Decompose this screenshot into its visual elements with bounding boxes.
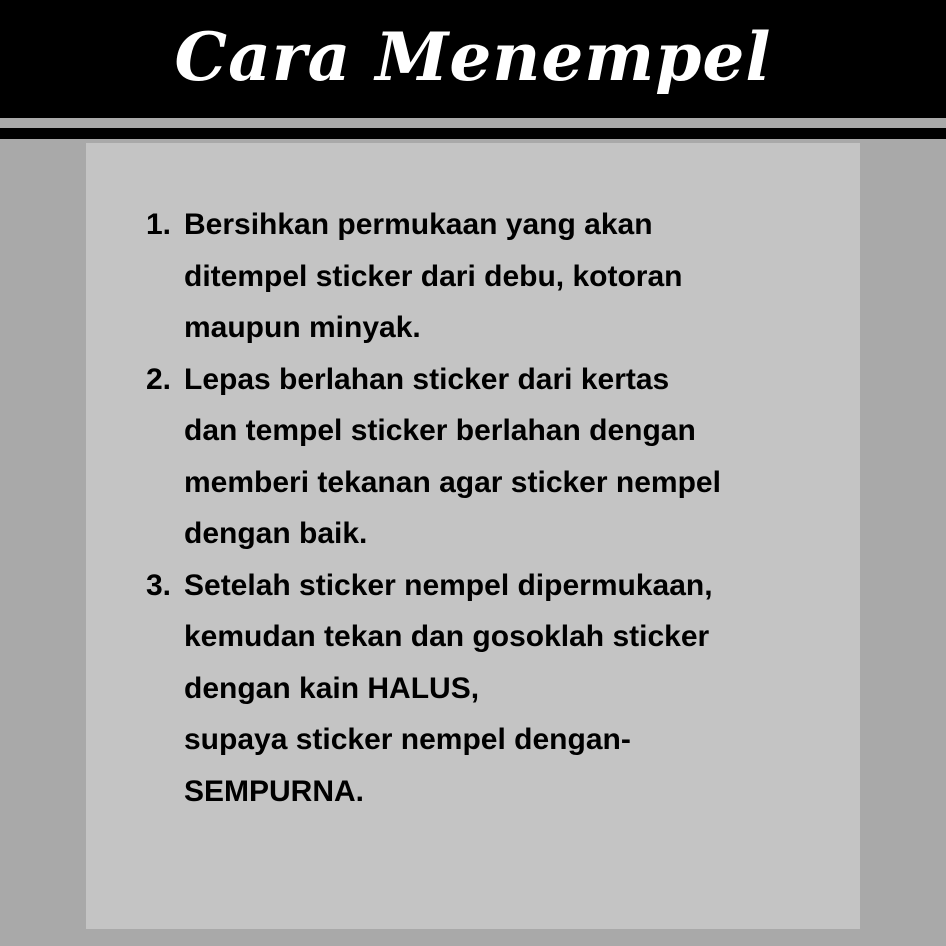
step-line: Bersihkan permukaan yang akan [184,208,653,241]
step-line: Setelah sticker nempel dipermukaan, [184,568,713,602]
step-3 [146,560,846,818]
header-divider-dark [0,128,946,139]
header-bar [0,0,946,118]
step-line: memberi tekanan agar sticker nempel [184,465,721,499]
step-line: Lepas berlahan sticker dari kertas [184,362,670,396]
step-line: dengan baik. [184,517,368,550]
step-number: 3. [146,568,172,602]
step-line: maupun minyak. [184,311,421,344]
step-line: SEMPURNA. [184,774,365,808]
step-number: 2. [146,362,172,396]
step-line: kemudan tekan dan gosoklah sticker [184,620,710,653]
step-line: ditempel sticker dari debu, kotoran [184,259,683,293]
step-line: dan tempel sticker berlahan dengan [184,414,696,447]
step-line: dengan kain HALUS, [184,671,480,705]
step-number: 1. [146,208,172,241]
page-title: Cara Menempel [174,18,772,96]
steps-list [146,199,846,817]
step-1 [146,199,846,354]
step-2 [146,354,846,560]
instructions-card [86,143,860,929]
header-divider-light [0,118,946,128]
step-line: supaya sticker nempel dengan- [184,723,631,756]
